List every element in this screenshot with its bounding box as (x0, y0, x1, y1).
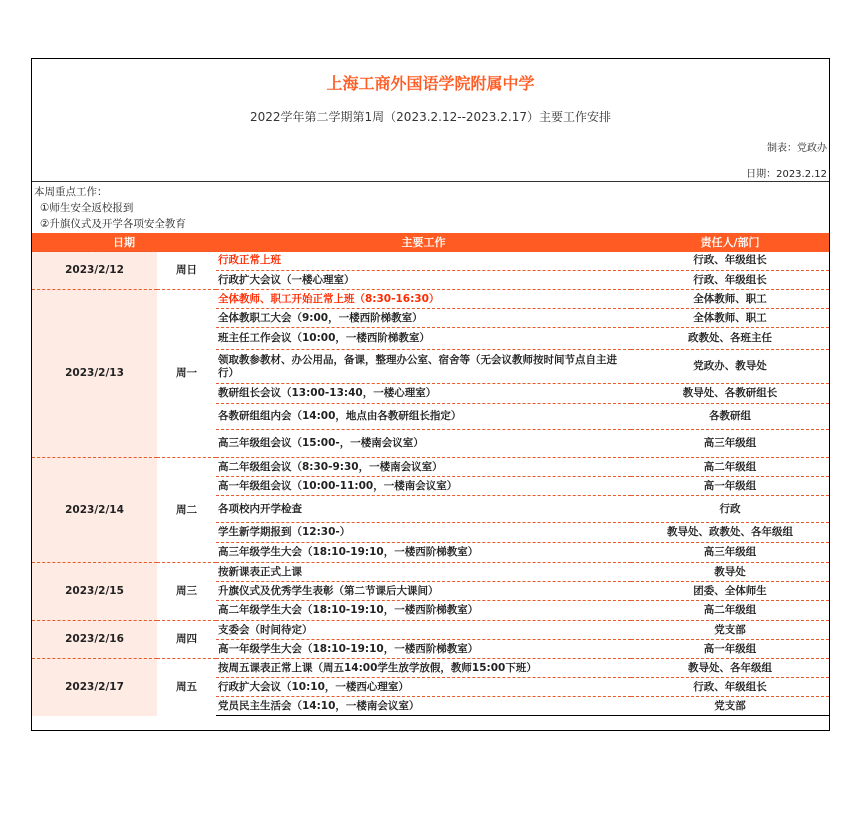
task-cell: 行政正常上班 (216, 252, 631, 271)
task-cell: 学生新学期报到（12:30-） (216, 523, 631, 543)
day-date-cell: 2023/2/15 (32, 563, 157, 621)
table-row (32, 458, 829, 477)
task-cell: 教研组长会议（13:00-13:40，一楼心理室） (216, 384, 631, 404)
day-weekday-cell: 周一 (157, 290, 216, 458)
table-row (32, 563, 829, 582)
schedule-table (32, 233, 829, 716)
responsible-cell: 行政、年级组长 (631, 271, 829, 290)
task-cell: 支委会（时间待定） (216, 621, 631, 640)
day-date-cell: 2023/2/13 (32, 290, 157, 458)
task-cell: 领取教参教材、办公用品，备课，整理办公室、宿舍等（无会议教师按时间节点自主进行） (216, 350, 631, 384)
day-weekday-cell: 周三 (157, 563, 216, 621)
table-header-row (32, 233, 829, 252)
day-weekday-cell: 周二 (157, 458, 216, 563)
task-cell: 高一年级组会议（10:00-11:00，一楼南会议室） (216, 477, 631, 496)
task-cell: 各教研组组内会（14:00，地点由各教研组长指定） (216, 404, 631, 430)
schedule-sheet (31, 58, 830, 731)
focus-item: ①师生安全返校报到 (40, 202, 134, 214)
responsible-cell: 团委、全体师生 (631, 582, 829, 601)
task-cell: 按新课表正式上课 (216, 563, 631, 582)
responsible-cell: 行政、年级组长 (631, 678, 829, 697)
responsible-cell: 高一年级组 (631, 640, 829, 659)
responsible-cell: 高三年级组 (631, 543, 829, 563)
column-header-responsible: 责任人/部门 (631, 233, 829, 252)
task-cell: 各项校内开学检查 (216, 496, 631, 523)
column-header-date: 日期 (32, 233, 216, 252)
task-cell: 高三年级学生大会（18:10-19:10，一楼西阶梯教室） (216, 543, 631, 563)
day-weekday-cell: 周日 (157, 252, 216, 290)
responsible-cell: 教导处、各教研组长 (631, 384, 829, 404)
task-cell: 按周五课表正常上课（周五14:00学生放学放假，教师15:00下班） (216, 659, 631, 678)
responsible-cell: 高二年级组 (631, 458, 829, 477)
responsible-cell: 各教研组 (631, 404, 829, 430)
schedule-subtitle: 2022学年第二学期第1周（2023.2.12--2023.2.17）主要工作安排 (250, 110, 611, 124)
responsible-cell: 教导处、各年级组 (631, 659, 829, 678)
task-cell: 班主任工作会议（10:00，一楼西阶梯教室） (216, 328, 631, 350)
task-cell: 高二年级组会议（8:30-9:30，一楼南会议室） (216, 458, 631, 477)
schedule-body (32, 252, 829, 716)
header-divider (32, 181, 829, 182)
date-label: 日期：2023.2.12 (746, 169, 827, 180)
day-weekday-cell: 周五 (157, 659, 216, 716)
focus-item: ②升旗仪式及开学各项安全教育 (40, 218, 186, 230)
maker-label: 制表：党政办 (767, 143, 827, 154)
responsible-cell: 党政办、教导处 (631, 350, 829, 384)
responsible-cell: 高一年级组 (631, 477, 829, 496)
responsible-cell: 高三年级组 (631, 430, 829, 458)
day-date-cell: 2023/2/12 (32, 252, 157, 290)
task-cell: 全体教职工大会（9:00，一楼西阶梯教室） (216, 309, 631, 328)
responsible-cell: 全体教师、职工 (631, 309, 829, 328)
column-header-task: 主要工作 (216, 233, 631, 252)
day-date-cell: 2023/2/14 (32, 458, 157, 563)
responsible-cell: 教导处、政教处、各年级组 (631, 523, 829, 543)
task-cell: 党员民主生活会（14:10，一楼南会议室） (216, 697, 631, 716)
table-row (32, 659, 829, 678)
table-row (32, 290, 829, 309)
task-cell: 行政扩大会议（一楼心理室） (216, 271, 631, 290)
responsible-cell: 行政、年级组长 (631, 252, 829, 271)
school-title: 上海工商外国语学院附属中学 (326, 74, 535, 93)
task-cell: 高三年级组会议（15:00-，一楼南会议室） (216, 430, 631, 458)
day-date-cell: 2023/2/16 (32, 621, 157, 659)
responsible-cell: 政教处、各班主任 (631, 328, 829, 350)
responsible-cell: 党支部 (631, 621, 829, 640)
responsible-cell: 高二年级组 (631, 601, 829, 621)
focus-heading: 本周重点工作： (34, 186, 108, 198)
table-row (32, 252, 829, 271)
task-cell: 升旗仪式及优秀学生表彰（第二节课后大课间） (216, 582, 631, 601)
day-weekday-cell: 周四 (157, 621, 216, 659)
responsible-cell: 行政 (631, 496, 829, 523)
day-date-cell: 2023/2/17 (32, 659, 157, 716)
task-cell: 高一年级学生大会（18:10-19:10，一楼西阶梯教室） (216, 640, 631, 659)
task-cell: 行政扩大会议（10:10，一楼西心理室） (216, 678, 631, 697)
responsible-cell: 教导处 (631, 563, 829, 582)
task-cell: 高二年级学生大会（18:10-19:10，一楼西阶梯教室） (216, 601, 631, 621)
responsible-cell: 全体教师、职工 (631, 290, 829, 309)
table-row (32, 621, 829, 640)
task-cell: 全体教师、职工开始正常上班（8:30-16:30） (216, 290, 631, 309)
responsible-cell: 党支部 (631, 697, 829, 716)
